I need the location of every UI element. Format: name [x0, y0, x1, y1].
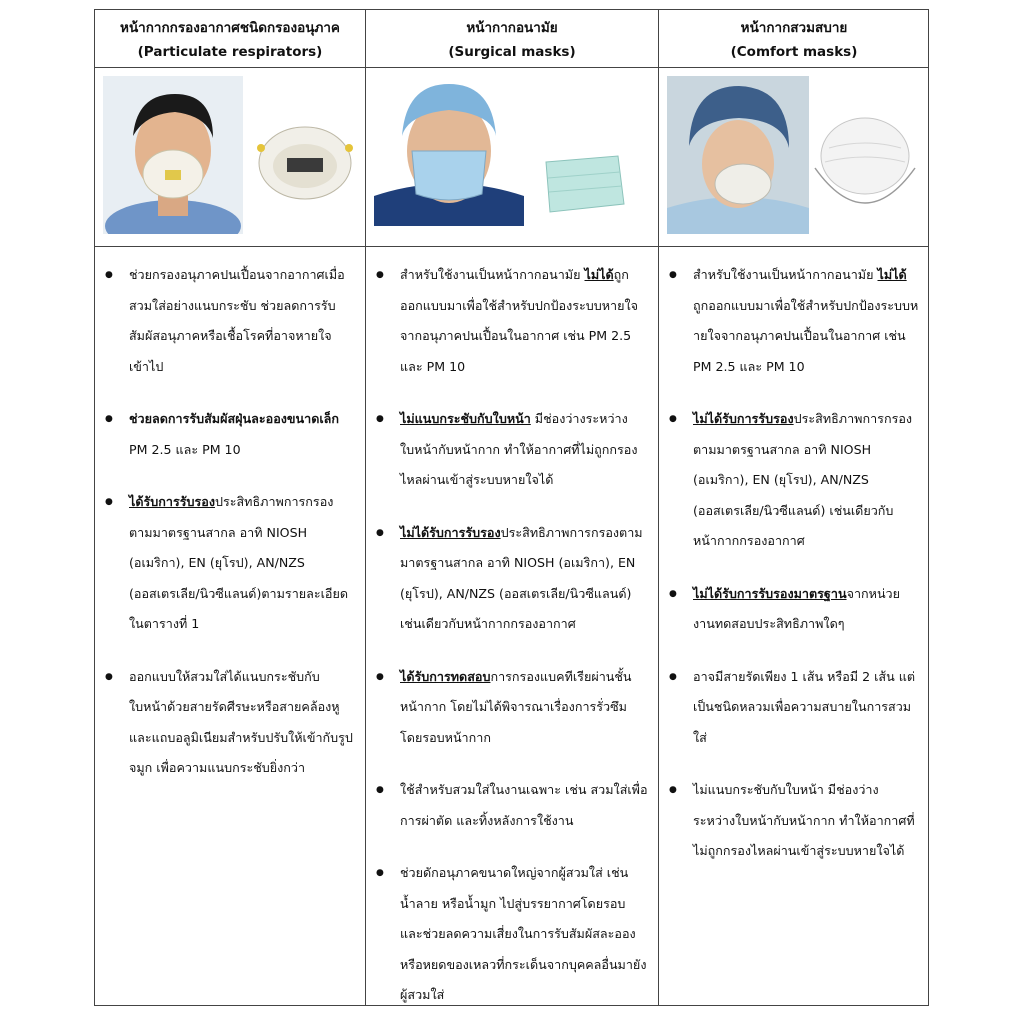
surgical-mask-photo	[534, 148, 630, 218]
header-title-th: หน้ากากกรองอากาศชนิดกรองอนุภาค	[120, 20, 340, 36]
header-title-en: (Particulate respirators)	[137, 44, 323, 60]
list-item: ● ได้รับการทดสอบการกรองแบคทีเรียผ่านชั้นหน้ากาก โดยไม่ได้พิจารณาเรื่องการรั่วซึมโดยรอบหน้ากาก	[366, 662, 648, 754]
list-item: ● อาจมีสายรัดเพียง 1 เส้น หรือมี 2 เส้น แต่เป็นชนิดหลวมเพื่อความสบายในการสวมใส่	[659, 662, 919, 754]
comfort-images	[659, 68, 929, 246]
list-item: ● ไม่ได้รับการรับรองประสิทธิภาพการกรองตามมาตรฐานสากล อาทิ NIOSH (อเมริกา), EN (ยุโรป), AN/NZS (ออสเตรเลีย/นิวซีแลนด์) เช่นเดียวกับหน้ากากกรองอากาศ	[366, 518, 648, 640]
respirator-mask-photo	[255, 118, 355, 203]
comfort-features	[659, 246, 929, 1005]
header-title-en: (Surgical masks)	[448, 44, 576, 60]
list-item: ● ได้รับการรับรองประสิทธิภาพการกรองตามมาตรฐานสากล อาทิ NIOSH (อเมริกา), EN (ยุโรป), AN/NZS (ออสเตรเลีย/นิวซีแลนด์)ตามรายละเอียดในตารางที่ 1	[95, 487, 355, 640]
header-title-th: หน้ากากสวมสบาย	[740, 20, 848, 36]
header-title-en: (Comfort masks)	[730, 44, 858, 60]
surgical-wearer-photo	[374, 76, 524, 226]
header-title-th: หน้ากากอนามัย	[466, 20, 558, 36]
list-item: ● ช่วยกรองอนุภาคปนเปื้อนจากอากาศเมื่อสวมใส่อย่างแนบกระชับ ช่วยลดการรับสัมผัสอนุภาคหรือเชื้อโรคที่อาจหายใจเข้าไป	[95, 260, 355, 382]
particulate-images	[95, 68, 365, 246]
list-item: ● ไม่ได้รับการรับรองมาตรฐานจากหน่วยงานทดสอบประสิทธิภาพใดๆ	[659, 579, 919, 640]
list-item: ● สำหรับใช้งานเป็นหน้ากากอนามัย ไม่ได้ถูกออกแบบมาเพื่อใช้สำหรับปกป้องระบบหายใจจากอนุภาคปนเปื้อนในอากาศ เช่น PM 2.5 และ PM 10	[366, 260, 648, 382]
mask-comparison-table	[94, 9, 929, 1006]
list-item: ● สำหรับใช้งานเป็นหน้ากากอนามัย ไม่ได้ถูกออกแบบมาเพื่อใช้สำหรับปกป้องระบบห ายใจจากอนุภาคปนเปื้อนในอากาศ เช่น PM 2.5 และ PM 10	[659, 260, 919, 382]
comfort-wearer-photo	[667, 76, 809, 234]
header-surgical	[366, 10, 658, 68]
list-item: ● ออกแบบให้สวมใส่ได้แนบกระชับกับใบหน้าด้วยสายรัดศีรษะหรือสายคล้องหูและแถบอลูมิเนียมสำหรับปรับให้เข้ากับรูปจมูก เพื่อความแนบกระชับยิ่งกว่า	[95, 662, 355, 784]
list-item: ● ไม่แนบกระชับกับใบหน้า มีช่องว่างระหว่างใบหน้ากับหน้ากาก ทำให้อากาศที่ไม่ถูกกรองไหลผ่านเข้าสู่ระบบหายใจได้	[366, 404, 648, 496]
list-item: ● ใช้สำหรับสวมใส่ในงานเฉพาะ เช่น สวมใส่เพื่อการผ่าตัด และทิ้งหลังการใช้งาน	[366, 775, 648, 836]
header-particulate	[95, 10, 365, 68]
list-item: ● ไม่ได้รับการรับรองประสิทธิภาพการกรองตามมาตรฐานสากล อาทิ NIOSH (อเมริกา), EN (ยุโรป), AN/NZS (ออสเตรเลีย/นิวซีแลนด์) เช่นเดียวกับหน้ากากกรองอากาศ	[659, 404, 919, 557]
list-item: ● ช่วยลดการรับสัมผัสฝุ่นละอองขนาดเล็ก PM 2.5 และ PM 10	[95, 404, 355, 465]
respirator-wearer-photo	[103, 76, 243, 234]
particulate-features	[95, 246, 365, 1005]
surgical-features	[366, 246, 658, 1005]
surgical-images	[366, 68, 658, 246]
header-comfort	[659, 10, 929, 68]
list-item: ● ช่วยดักอนุภาคขนาดใหญ่จากผู้สวมใส่ เช่น น้ำลาย หรือน้ำมูก ไปสู่บรรยากาศโดยรอบ และช่วยลดความเสี่ยงในการรับสัมผัสละอองหรือหยดของเหลวที่กระเด็นจากบุคคลอื่นมายังผู้สวมใส่	[366, 858, 648, 1011]
comfort-mask-photo	[809, 108, 921, 218]
list-item: ● ไม่แนบกระชับกับใบหน้า มีช่องว่างระหว่างใบหน้ากับหน้ากาก ทำให้อากาศที่ไม่ถูกกรองไหลผ่านเข้าสู่ระบบหายใจได้	[659, 775, 919, 867]
